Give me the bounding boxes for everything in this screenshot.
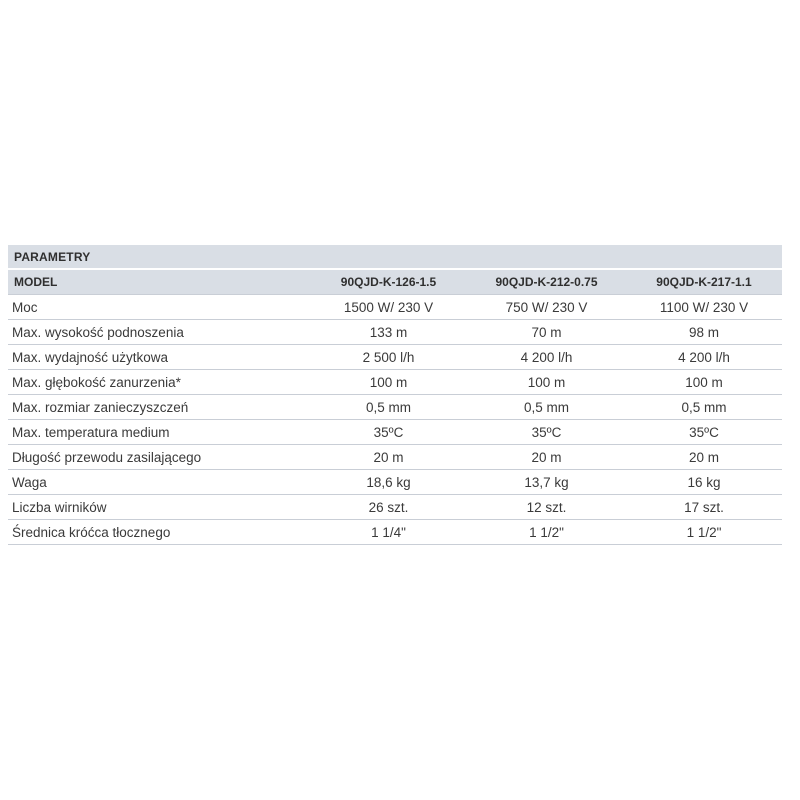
header-model-3: 90QJD-K-217-1.1	[656, 275, 752, 289]
row-value: 100 m	[685, 374, 723, 390]
table-row	[8, 520, 782, 545]
row-value: 100 m	[369, 374, 408, 390]
row-value: 20 m	[531, 449, 562, 465]
table-row	[8, 495, 782, 520]
table-row	[8, 395, 782, 420]
row-value: 100 m	[527, 374, 566, 390]
row-value: 26 szt.	[368, 499, 409, 515]
table-row	[8, 445, 782, 470]
row-value: 35ºC	[689, 424, 719, 440]
row-label: Max. wydajność użytkowa	[12, 349, 169, 365]
spec-table	[8, 245, 782, 545]
row-value: 98 m	[688, 324, 719, 340]
row-value: 0,5 mm	[523, 399, 569, 415]
row-value: 1 1/2"	[686, 524, 722, 540]
header-model-1: 90QJD-K-126-1.5	[340, 275, 437, 289]
row-value: 1100 W/ 230 V	[659, 299, 749, 315]
table-row	[8, 320, 782, 345]
row-value: 20 m	[373, 449, 404, 465]
row-label: Max. głębokość zanurzenia*	[12, 374, 181, 390]
table-row	[8, 420, 782, 445]
table-header-row	[8, 270, 782, 295]
row-value: 35ºC	[373, 424, 404, 440]
row-label: Max. temperatura medium	[12, 424, 170, 440]
row-value: 12 szt.	[526, 499, 567, 515]
table-row	[8, 295, 782, 320]
row-label: Max. rozmiar zanieczyszczeń	[12, 399, 189, 415]
row-value: 1 1/4"	[371, 524, 406, 540]
row-value: 750 W/ 230 V	[505, 299, 588, 315]
row-value: 70 m	[531, 324, 562, 340]
row-label: Średnica króćca tłocznego	[12, 524, 171, 540]
row-value: 133 m	[369, 324, 408, 340]
header-model-2: 90QJD-K-212-0.75	[495, 275, 598, 289]
row-value: 35ºC	[531, 424, 562, 440]
row-value: 17 szt.	[684, 499, 724, 515]
row-label: Waga	[12, 474, 47, 490]
row-value: 13,7 kg	[524, 474, 569, 490]
row-label: Liczba wirników	[12, 499, 107, 515]
row-value: 4 200 l/h	[678, 349, 730, 365]
row-value: 0,5 mm	[365, 399, 411, 415]
section-title: PARAMETRY	[8, 245, 782, 270]
row-value: 0,5 mm	[681, 399, 727, 415]
row-value: 1500 W/ 230 V	[343, 299, 434, 315]
header-label: MODEL	[14, 275, 58, 289]
row-label: Max. wysokość podnoszenia	[12, 324, 184, 340]
row-value: 1 1/2"	[529, 524, 564, 540]
row-label: Moc	[12, 299, 38, 315]
table-row	[8, 370, 782, 395]
row-value: 2 500 l/h	[362, 349, 415, 365]
table-row	[8, 345, 782, 370]
table-row	[8, 470, 782, 495]
row-value: 20 m	[688, 449, 719, 465]
row-value: 16 kg	[687, 474, 721, 490]
row-label: Długość przewodu zasilającego	[12, 449, 202, 465]
row-value: 18,6 kg	[366, 474, 411, 490]
row-value: 4 200 l/h	[520, 349, 573, 365]
